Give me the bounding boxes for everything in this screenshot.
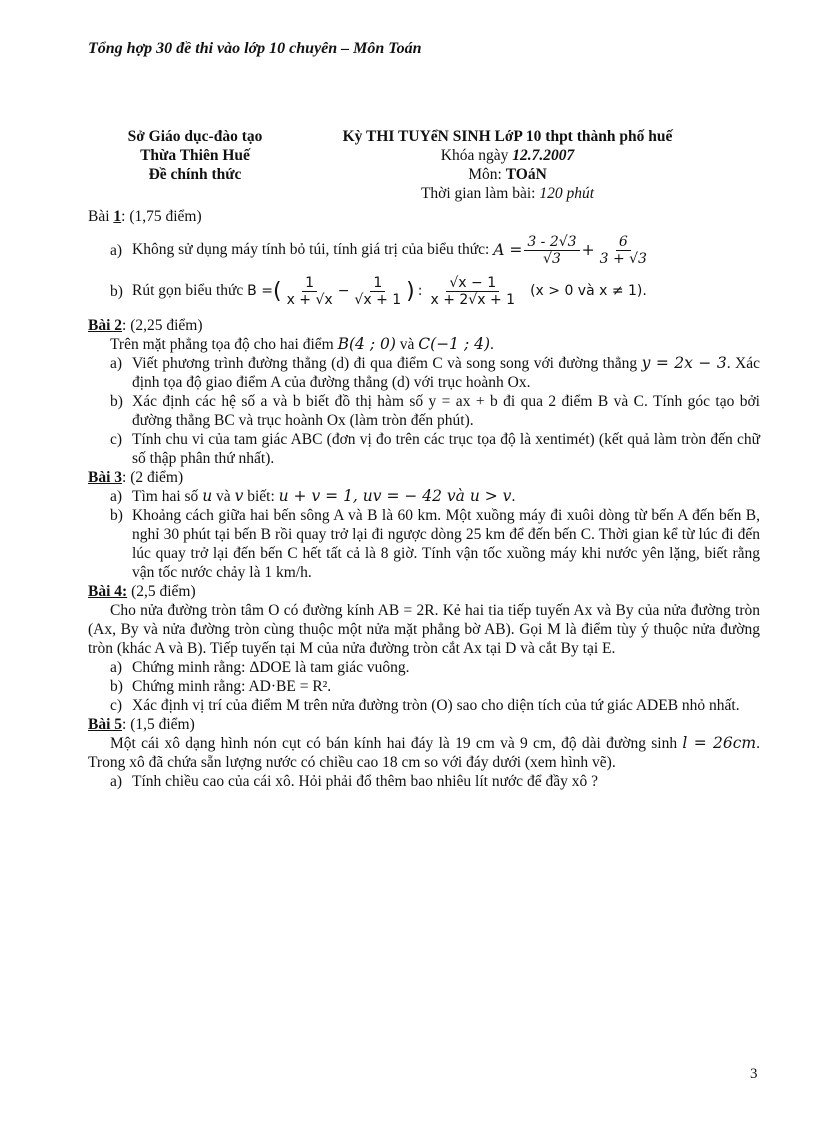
expression-b-condition: (x > 0 và x ≠ 1).: [530, 283, 647, 299]
system-equation: u + v = 1, uv = − 42 và u > v: [278, 487, 512, 505]
issuer-line-3: Đề chính thức: [148, 166, 242, 183]
problem-3-points: : (2 điểm): [122, 469, 184, 486]
problem-2-intro: [88, 335, 760, 354]
problem-5: [88, 715, 760, 791]
problem-3-a-text-2: biết:: [243, 488, 279, 505]
problem-1-a-label: a): [110, 242, 123, 259]
expression-a-frac-2: [597, 234, 650, 267]
frac-2-den: 3 + √3: [599, 251, 647, 267]
b-frac-2-den: √x + 1: [354, 292, 402, 308]
exam-date-label: Khóa ngày: [440, 147, 513, 164]
problem-2-a-label: a): [110, 355, 123, 372]
problem-1-title-num: 1: [113, 208, 122, 225]
expression-b: B = ( $\frac{1}{x + √x}$ − $\frac{1}{√x + 1}$ ) : $\frac{√x - 1}{x + 2√x + 1}$ (x > 0 và x ≠ 1).: [247, 275, 647, 308]
b-frac-3-den: x + 2√x + 1: [430, 292, 516, 308]
problem-2-a: [110, 354, 760, 392]
problem-3-b-label: b): [110, 507, 123, 524]
problem-1: [88, 207, 760, 308]
problem-2-intro-end: .: [490, 336, 494, 353]
problem-4-a: [110, 658, 760, 677]
problem-5-a-text: Tính chiều cao của cái xô. Hỏi phải đổ thêm bao nhiêu lít nước để đầy xô ?: [132, 773, 598, 790]
problem-4-c: [110, 696, 760, 715]
issuer-line-1: Sở Giáo dục-đào tạo: [127, 128, 263, 145]
exam-subject: [300, 165, 715, 184]
b-frac-1-den: x + √x: [286, 292, 333, 308]
problem-1-heading: [88, 207, 760, 226]
problem-5-heading: [88, 715, 760, 734]
expression-a-plus: +: [581, 241, 595, 259]
problem-4-intro: Cho nửa đường tròn tâm O có đường kính AB = 2R. Kẻ hai tia tiếp tuyến Ax và By của nửa đường tròn (Ax, By và nửa đường tròn cùng thuộc một nửa mặt phẳng bờ AB). Gọi M là điểm tùy ý thuộc nửa đường tròn (khác A và B). Tiếp tuyến tại M của nửa đường tròn cắt Ax tại D và cắt By tại E.: [88, 602, 760, 657]
b-minus: −: [337, 283, 350, 299]
b-frac-3-num: √x − 1: [446, 275, 499, 292]
problem-2-points: : (2,25 điểm): [122, 317, 203, 334]
expression-a-frac-1: [524, 234, 579, 267]
problem-4-c-text: Xác định vị trí của điểm M trên nửa đường tròn (O) sao cho diện tích của tứ giác ADEB nhỏ nhất.: [132, 697, 740, 714]
problem-2: [88, 316, 760, 468]
exam-info-block: [300, 127, 715, 203]
line-equation: y = 2x − 3: [641, 354, 727, 372]
frac-2-num: 6: [616, 234, 631, 251]
issuer-block: [100, 127, 290, 184]
problem-2-and: và: [395, 336, 419, 353]
exam-title: Kỳ THI TUYểN SINH LớP 10 thpt thành phố huế: [342, 128, 673, 145]
slant-height: l = 26cm: [682, 734, 757, 752]
exam-content: [88, 207, 760, 791]
exam-subject-value: TOáN: [505, 166, 547, 183]
problem-4: [88, 582, 760, 715]
problem-3-a-end: .: [511, 488, 516, 505]
expression-b-lhs: B =: [247, 283, 273, 299]
problem-3-b: [110, 506, 760, 582]
problem-2-a-text-1: Viết phương trình đường thẳng (d) đi qua điểm C và song song với đường thẳng: [132, 355, 642, 372]
expression-a-lhs: A =: [493, 241, 523, 259]
problem-3-heading: [88, 468, 760, 487]
point-b: B(4 ; 0): [337, 335, 396, 353]
frac-1-num: 3 - 2√3: [524, 234, 579, 251]
running-head: Tổng hợp 30 đề thi vào lớp 10 chuyên – Môn Toán: [88, 40, 422, 57]
problem-5-title: Bài 5: [88, 716, 123, 733]
problem-3: [88, 468, 760, 582]
problem-4-heading: [88, 582, 760, 601]
problem-2-title: Bài 2: [88, 317, 123, 334]
problem-1-title-pre: Bài: [88, 208, 114, 225]
problem-3-b-text: Khoảng cách giữa hai bến sông A và B là 60 km. Một xuồng máy đi xuôi dòng từ bến A đến bến B, nghỉ 30 phút tại bến B rồi quay trở lại đi ngược dòng 25 km để đến bến C. Thời gian kể từ lúc đi đến lúc quay trở lại đến bến C hết tất cả là 8 giờ. Tính vận tốc xuồng máy khi nước yên lặng, biết rằng vận tốc nước chảy là 1 km/h.: [132, 507, 760, 581]
problem-2-b-text: Xác định các hệ số a và b biết đồ thị hàm số y = ax + b đi qua 2 điểm B và C. Tính góc tạo bởi đường thẳng BC và trục hoành Ox (làm tròn đến phút).: [132, 393, 760, 429]
problem-5-points: : (1,5 điểm): [122, 716, 195, 733]
b-frac-1-num: 1: [302, 275, 317, 292]
b-div: :: [417, 283, 423, 299]
problem-4-b: [110, 677, 760, 696]
problem-2-a-text-2: . Xác định tọa độ giao điểm A của đường thẳng (d) với trục hoành Ox.: [132, 355, 761, 391]
problem-4-title: Bài 4:: [88, 583, 128, 600]
problem-3-a-label: a): [110, 488, 123, 505]
problem-4-a-text: Chứng minh rằng: ΔDOE là tam giác vuông.: [132, 659, 410, 676]
problem-4-c-label: c): [110, 697, 123, 714]
problem-4-points: (2,5 điểm): [127, 583, 196, 600]
expression-b-frac-2: [351, 275, 404, 308]
exam-time-value: 120 phút: [539, 185, 595, 202]
problem-1-a: [110, 234, 760, 267]
exam-time-label: Thời gian làm bài:: [420, 185, 540, 202]
problem-5-a-label: a): [110, 773, 123, 790]
exam-date: [300, 146, 715, 165]
point-c: C(−1 ; 4): [418, 335, 491, 353]
problem-2-heading: [88, 316, 760, 335]
problem-3-a-text-1: Tìm hai số: [132, 488, 203, 505]
issuer-line-2: Thừa Thiên Huế: [140, 147, 250, 164]
problem-5-intro-2: . Trong xô đã chứa sẵn lượng nước có chiều cao 18 cm so với đáy dưới (xem hình vẽ).: [88, 735, 761, 771]
problem-2-c-label: c): [110, 431, 123, 448]
b-frac-2-num: 1: [370, 275, 385, 292]
problem-5-intro: [88, 734, 760, 772]
expression-b-frac-3: [427, 275, 518, 308]
problem-2-c: [110, 430, 760, 468]
problem-4-b-label: b): [110, 678, 123, 695]
problem-5-a: [110, 772, 760, 791]
expression-a: [493, 234, 652, 267]
problem-1-points: : (1,75 điểm): [121, 208, 202, 225]
problem-3-title: Bài 3: [88, 469, 123, 486]
var-v: v: [234, 487, 244, 505]
problem-1-b-text: Rút gọn biểu thức: [132, 282, 248, 300]
problem-2-b: [110, 392, 760, 430]
var-u: u: [202, 487, 213, 505]
problem-2-b-label: b): [110, 393, 123, 410]
exam-date-value: 12.7.2007: [512, 147, 575, 164]
expression-b-frac-1: [284, 275, 336, 308]
problem-1-b-label: b): [110, 283, 123, 300]
problem-3-a: [110, 487, 760, 506]
problem-2-intro-text: Trên mặt phẳng tọa độ cho hai điểm: [110, 336, 338, 353]
exam-time: [300, 184, 715, 203]
problem-1-b: [110, 275, 760, 308]
problem-1-a-text: Không sử dụng máy tính bỏ túi, tính giá trị của biểu thức:: [132, 241, 494, 259]
problem-4-a-label: a): [110, 659, 123, 676]
page-number: 3: [750, 1066, 758, 1082]
problem-2-c-text: Tính chu vi của tam giác ABC (đơn vị đo trên các trục tọa độ là xentimét) (kết quả làm tròn đến chữ số thập phân thứ nhất).: [132, 431, 760, 467]
frac-1-den: √3: [543, 251, 561, 267]
problem-3-a-and: và: [212, 488, 235, 505]
exam-subject-label: Môn:: [468, 166, 506, 183]
problem-5-intro-1: Một cái xô dạng hình nón cụt có bán kính hai đáy là 19 cm và 9 cm, độ dài đường sinh: [110, 735, 683, 752]
problem-4-b-text: Chứng minh rằng: AD·BE = R².: [132, 678, 332, 695]
